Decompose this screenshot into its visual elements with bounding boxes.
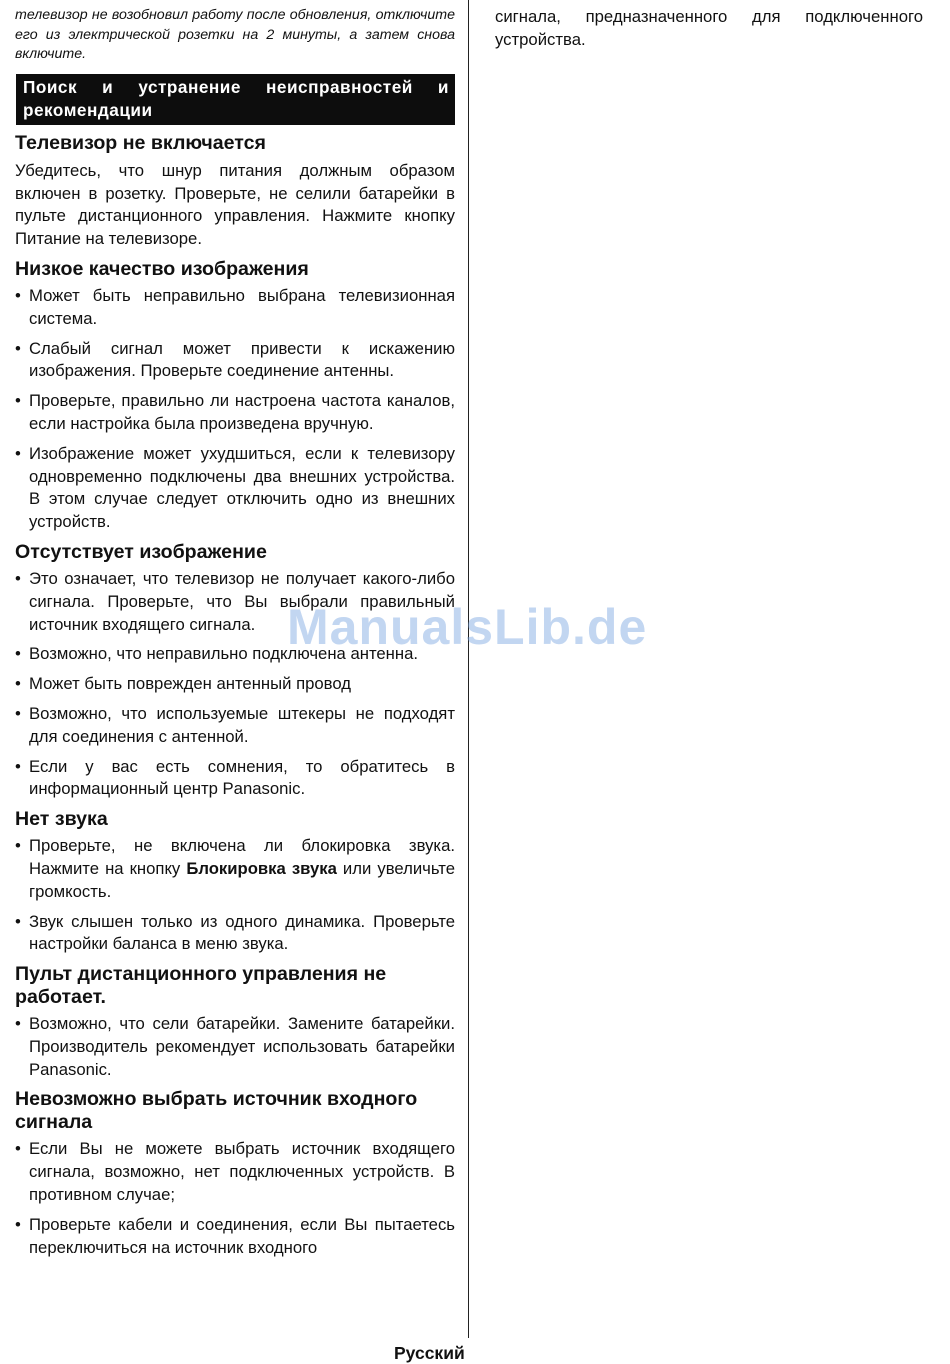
sound-item-text-2: или увеличьте громкость. [29, 858, 455, 901]
list-item: • Возможно, что сели батарейки. Замените батарейки. Производитель рекомендует использовать батарейки Panasonic. [15, 1013, 455, 1081]
mute-key-name: Блокировка звука [186, 858, 337, 878]
remote-list [15, 1013, 455, 1081]
heading-no-power: Телевизор не включается [15, 131, 266, 154]
list-item: • Проверьте кабели и соединения, если Вы пытаетесь переключиться на источник входного [15, 1214, 455, 1260]
heading-input-source: Невозможно выбрать источник входного сигнала [15, 1088, 418, 1134]
list-item: • Если Вы не можете выбрать источник входящего сигнала, возможно, нет подключенных устройств. В противном случае; [15, 1138, 455, 1206]
list-item: • Если у вас есть сомнения, то обратитесь в информационный центр Panasonic. [15, 756, 455, 802]
sound-item-text-1: Проверьте, не включена ли блокировка звука. Нажмите на кнопку [29, 836, 455, 878]
column-divider [468, 0, 469, 1338]
left-column [15, 6, 455, 1266]
list-item [15, 835, 455, 903]
no-picture-list [15, 568, 455, 801]
heading-poor-picture: Низкое качество изображения [15, 257, 309, 280]
section-banner: Поиск и устранение неисправностей и рекомендации [16, 74, 455, 125]
heading-no-sound: Нет звука [15, 808, 108, 831]
input-source-list [15, 1138, 455, 1259]
list-item: • Может быть неправильно выбрана телевизионная система. [15, 285, 455, 331]
watermark: ManualsLib.de [287, 599, 648, 655]
list-item: • Это означает, что телевизор не получает какого-либо сигнала. Проверьте, что Вы выбрали правильный источник входящего сигнала. [15, 568, 455, 636]
intro-note: телевизор не возобновил работу после обновления, отключите его из электрической розетки на 2 минуты, а затем снова включите. [15, 7, 455, 63]
heading-remote: Пульт дистанционного управления не работает. [15, 963, 387, 1009]
list-item: • Звук слышен только из одного динамика. Проверьте настройки баланса в меню звука. [15, 911, 455, 957]
list-item: • Проверьте, правильно ли настроена частота каналов, если настройка была произведена вручную. [15, 390, 455, 436]
footer-language: Русский [394, 1343, 465, 1363]
list-item: • Может быть поврежден антенный провод [15, 673, 455, 696]
list-item: • Возможно, что неправильно подключена антенна. [15, 643, 455, 666]
right-column [495, 6, 923, 52]
poor-picture-list [15, 285, 455, 534]
list-item: • Слабый сигнал может привести к искажению изображения. Проверьте соединение антенны. [15, 338, 455, 384]
list-item: • Изображение может ухудшиться, если к телевизору одновременно подключены два внешних устройства. В этом случае следует отключить одно из внешних устройств. [15, 443, 455, 534]
no-power-text: Убедитесь, что шнур питания должным образом включен в розетку. Проверьте, не селили батарейки в пульте дистанционного управления. Нажмите кнопку Питание на телевизоре. [15, 160, 455, 249]
no-sound-list [15, 835, 455, 956]
continued-text: сигнала, предназначенного для подключенного устройства. [495, 7, 923, 49]
heading-no-picture: Отсутствует изображение [15, 540, 267, 563]
list-item: • Возможно, что используемые штекеры не подходят для соединения с антенной. [15, 703, 455, 749]
